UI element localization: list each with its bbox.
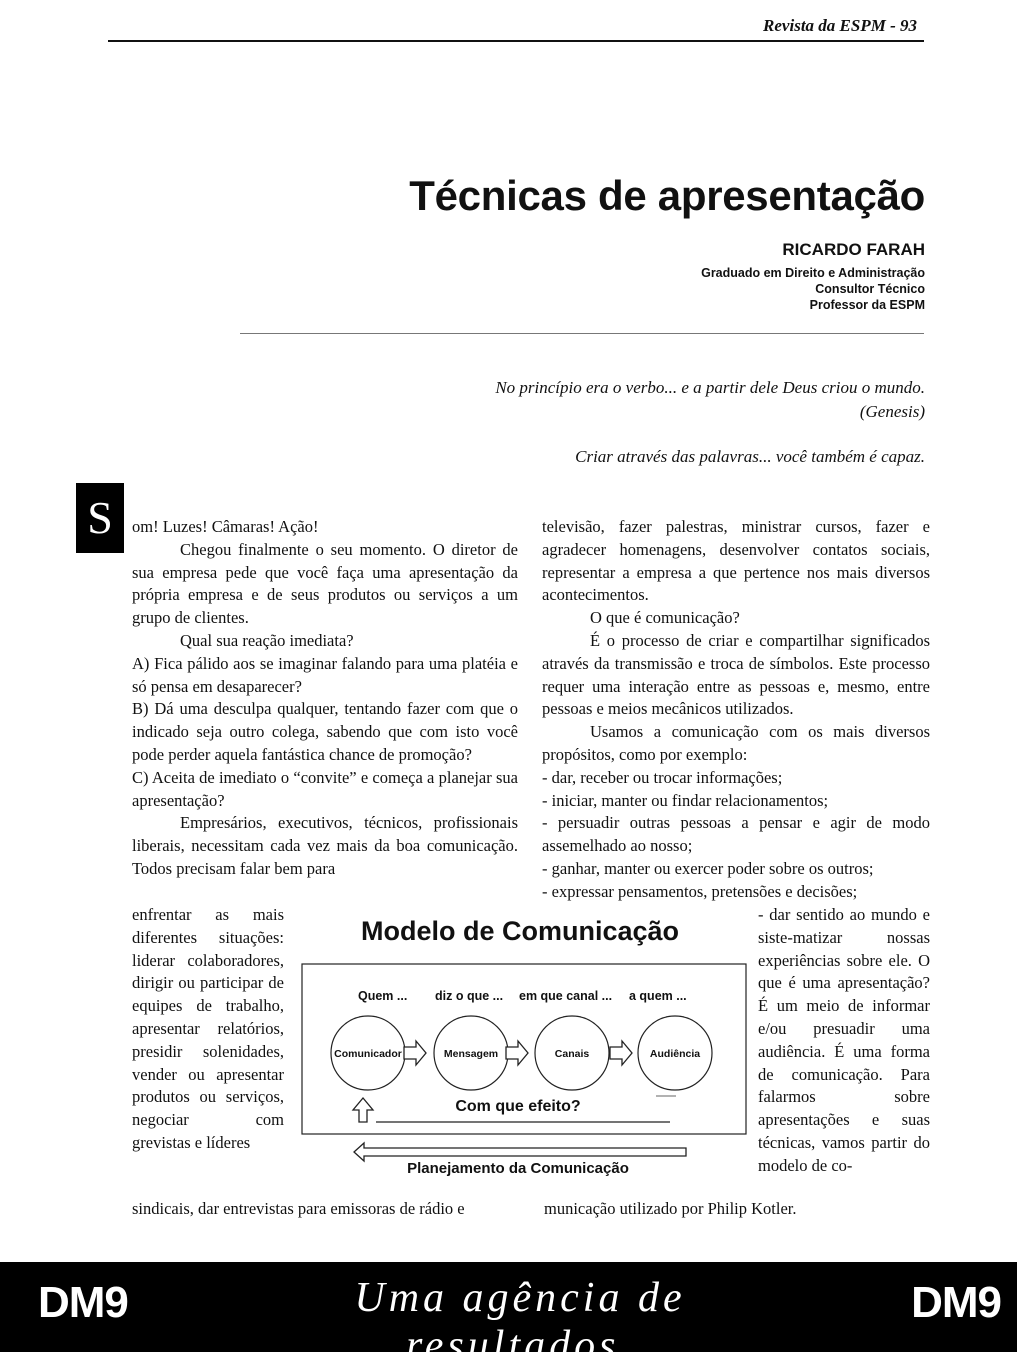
planning-label: Planejamento da Comunicação bbox=[407, 1160, 629, 1177]
label-to-whom: a quem ... bbox=[629, 989, 687, 1003]
drop-cap: S bbox=[76, 483, 124, 553]
epigraph bbox=[495, 376, 925, 424]
node-label: Audiência bbox=[649, 1048, 701, 1060]
left-bottom-text: sindicais, dar entrevistas para emissoras de rádio e bbox=[132, 1199, 465, 1218]
label-says-what: diz o que ... bbox=[435, 989, 504, 1003]
arrow-left-icon bbox=[354, 1143, 686, 1161]
right-narrow-text: - dar sentido ao mundo e siste-matizar nossas experiências sobre ele. O que é uma apresentação? É um meio de informar e/ou presuadir uma audiência. É uma forma de comunicação. Para falarmos sobre apresentações e suas técnicas, vamos partir do modelo de co- bbox=[758, 905, 930, 1175]
affiliation-line: Professor da ESPM bbox=[809, 298, 925, 312]
right-column bbox=[542, 516, 930, 904]
arrow-right-icon bbox=[506, 1041, 528, 1065]
paragraph: O que é comunicação? bbox=[590, 608, 740, 628]
paragraph: Empresários, executivos, técnicos, profissionais liberais, necessitam cada vez mais da boa comunicação. Todos precisam falar bem para bbox=[132, 813, 518, 878]
right-bottom-text: municação utilizado por Philip Kotler. bbox=[544, 1199, 797, 1218]
header-rule bbox=[108, 40, 924, 42]
arrow-right-icon bbox=[610, 1041, 632, 1065]
label-who: Quem ... bbox=[358, 989, 408, 1003]
list-item: - persuadir outras pessoas a pensar e agir de modo assemelhado ao nosso; bbox=[542, 813, 930, 856]
left-narrow-text: enfrentar as mais diferentes situações: liderar colaboradores, dirigir ou participar de equipes de trabalho, apresentar relatórios, presidir solenidades, vender ou apresentar produtos ou serviços, negociar com grevistas e líderes bbox=[132, 905, 284, 1152]
node-label: Comunicador bbox=[334, 1048, 402, 1060]
paragraph: Usamos a comunicação com os mais diversos propósitos, como por exemplo: bbox=[542, 722, 930, 764]
epigraph-secondary: Criar através das palavras... você também é capaz. bbox=[575, 447, 925, 466]
list-item: - dar, receber ou trocar informações; bbox=[542, 767, 783, 787]
author-affiliations bbox=[701, 265, 925, 313]
affiliation-line: Graduado em Direito e Administração bbox=[701, 266, 925, 280]
node-label: Mensagem bbox=[443, 1048, 499, 1060]
diagram-title: Modelo de Comunicação bbox=[360, 916, 680, 946]
title-divider bbox=[240, 333, 924, 334]
paragraph: Chegou finalmente o seu momento. O diretor de sua empresa pede que você faça uma apresentação da própria empresa e de seus produtos ou serviços a um grupo de clientes. bbox=[132, 539, 518, 628]
paragraph: Qual sua reação imediata? bbox=[180, 630, 354, 650]
ad-slogan: Uma agência de resultados. bbox=[354, 1275, 686, 1369]
epigraph-source: (Genesis) bbox=[859, 402, 925, 421]
author-name: RICARDO FARAH bbox=[782, 240, 925, 259]
paragraph: om! Luzes! Câmaras! Ação! bbox=[132, 517, 319, 536]
running-head: Revista da ESPM - 93 bbox=[763, 16, 917, 35]
communication-model-diagram bbox=[296, 960, 750, 1190]
arrow-right-icon bbox=[404, 1041, 426, 1065]
paragraph: C) Aceita de imediato o “convite” e começa a planejar sua apresentação? bbox=[132, 767, 518, 810]
list-item: - iniciar, manter ou findar relacionamentos; bbox=[542, 790, 829, 810]
list-item: - ganhar, manter ou exercer poder sobre os outros; bbox=[542, 858, 874, 878]
paragraph: televisão, fazer palestras, ministrar cursos, fazer e agradecer homenagens, desenvolver contatos sociais, representar a empresa a que pertence nos mais diversos acontecimentos. bbox=[542, 517, 930, 605]
effect-label: Com que efeito? bbox=[455, 1098, 581, 1115]
article-title: Técnicas de apresentação bbox=[409, 172, 925, 219]
node-label: Canais bbox=[554, 1048, 590, 1060]
left-column bbox=[132, 516, 518, 881]
list-item: - expressar pensamentos, pretensões e decisões; bbox=[542, 881, 858, 901]
brand-logo-left: DM9 bbox=[38, 1278, 128, 1327]
paragraph: A) Fica pálido aos se imaginar falando para uma platéia e só pensa em desaparecer? bbox=[132, 653, 518, 696]
arrow-up-icon bbox=[353, 1098, 373, 1122]
paragraph: É o processo de criar e compartilhar significados através da transmissão e troca de símbolos. Este processo requer uma interação entre as pessoas e, mesmo, entre pessoas e meios mecânicos utilizados. bbox=[542, 630, 930, 719]
affiliation-line: Consultor Técnico bbox=[815, 282, 925, 296]
brand-logo-right: DM9 bbox=[911, 1278, 1001, 1327]
epigraph-text: No princípio era o verbo... e a partir dele Deus criou o mundo. bbox=[495, 378, 925, 397]
label-which-channel: em que canal ... bbox=[519, 989, 613, 1003]
footer-ad-banner bbox=[0, 1262, 1017, 1369]
paragraph: B) Dá uma desculpa qualquer, tentando fazer com que o indicado seja outro colega, sabendo que com isto você pode perder aquela fantástica chance de promoção? bbox=[132, 699, 518, 764]
